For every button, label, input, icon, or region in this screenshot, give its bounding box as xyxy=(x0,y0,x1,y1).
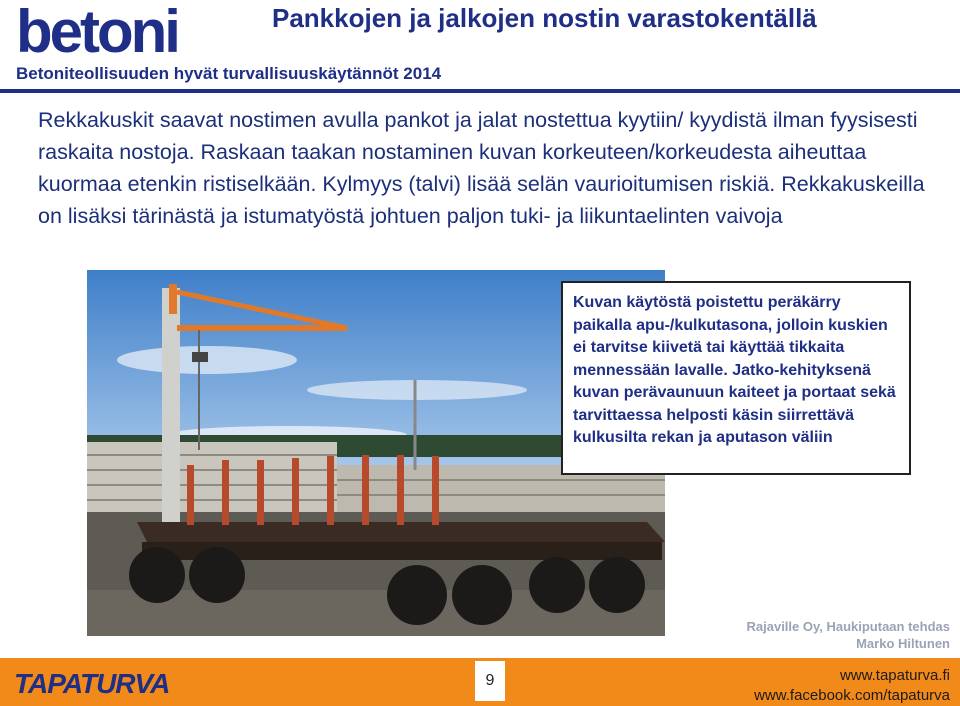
page-subtitle: Betoniteollisuuden hyvät turvallisuuskäytännöt 2014 xyxy=(16,64,442,83)
page-number: 9 xyxy=(475,661,505,701)
page-title: Pankkojen ja jalkojen nostin varastokentällä xyxy=(272,3,817,33)
credit-author: Marko Hiltunen xyxy=(856,636,950,651)
footer-links xyxy=(754,666,950,706)
body-paragraph: Rekkakuskit saavat nostimen avulla pankot ja jalat nostettua kyytiin/ kyydistä ilman fyysisesti raskaita nostoja. Raskaan taakan nostaminen kuvan korkeuteen/korkeudesta aiheuttaa kuormaa etenkin ristiselkään. Kylmyys (talvi) lisää selän vaurioitumisen riskiä. Rekkakuskeilla on lisäksi tärinästä ja istumatyöstä johtuen paljon tuki- ja liikuntaelinten vaivoja xyxy=(38,108,925,228)
tapaturva-logo: TAPATURVA xyxy=(14,668,170,699)
photo-caption-box: Kuvan käytöstä poistettu peräkärry paikalla apu-/kulkutasona, jolloin kuskien ei tarvitse kiivetä tai käyttää tikkaita mennessään lavalle. Jatko-kehityksenä kuvan perävaunuun kaiteet ja portaat sekä tarvittaessa helposti käsin siirrettävä kulkusilta rekan ja aputason väliin xyxy=(561,281,911,475)
credit-company: Rajaville Oy, Haukiputaan tehdas xyxy=(746,619,950,634)
facebook-link[interactable]: www.facebook.com/tapaturva xyxy=(754,687,950,704)
betoni-logo xyxy=(16,4,206,60)
header-divider xyxy=(0,89,960,93)
photo-credit xyxy=(747,618,951,652)
website-link[interactable]: www.tapaturva.fi xyxy=(839,667,950,684)
logo-text: betoni xyxy=(16,4,178,60)
